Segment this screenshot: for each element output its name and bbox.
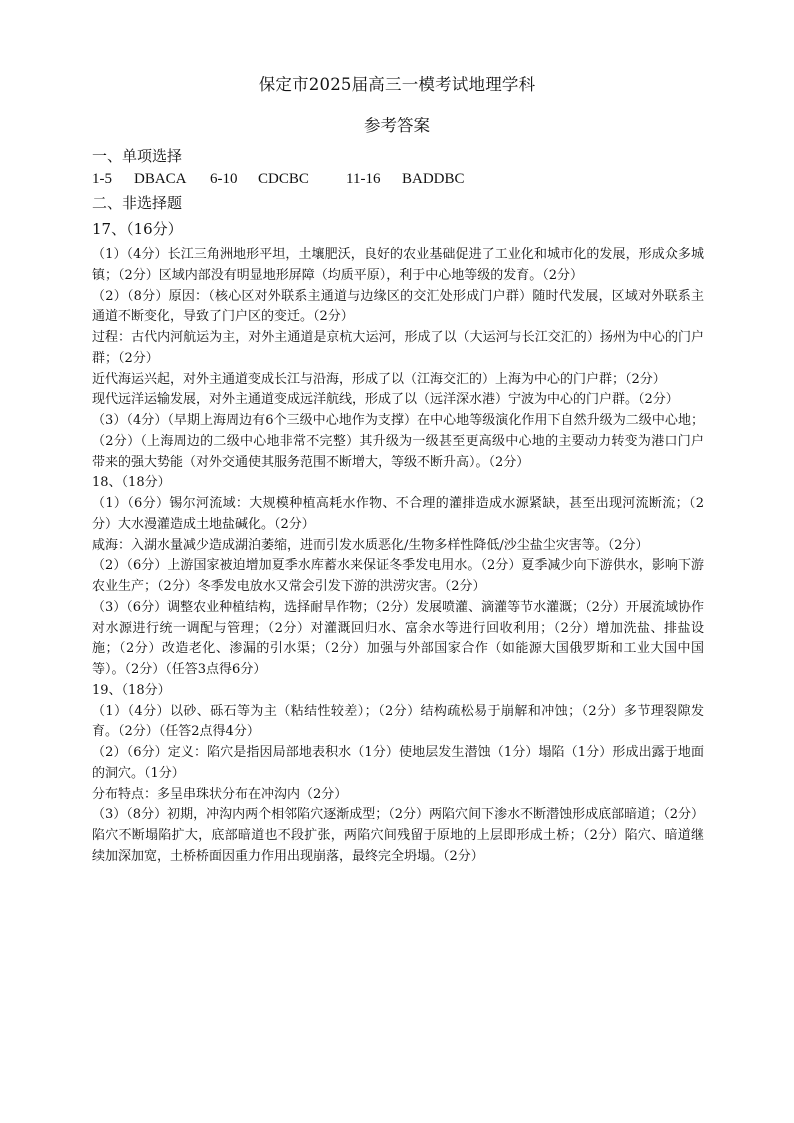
q17-paragraph: 近代海运兴起，对外主通道变成长江与沿海，形成了以（江海交汇的）上海为中心的门户群；（2分）	[92, 371, 666, 387]
q17-paragraph: 现代远洋运输发展，对外主通道变成远洋航线，形成了以（远洋深水港）宁波为中心的门户群。（2分）	[92, 392, 679, 408]
q17-paragraph: 过程：古代内河航运为主，对外主通道是京杭大运河，形成了以（大运河与长江交汇的）扬州为中心的门户群；（2分）	[92, 330, 704, 366]
answer-key-3: BADDBC	[402, 171, 465, 187]
q19-paragraph: （2）（6分）定义：陷穴是指因局部地表积水（1分）使地层发生潜蚀（1分）塌陷（1分）形成出露于地面的洞穴。（1分）	[92, 745, 704, 781]
q17-paragraph: （2）（8分）原因：（核心区对外联系主通道与边缘区的交汇处形成门户群）随时代发展，区域对外联系主通道不断变化，导致了门户区的变迁。（2分）	[92, 288, 704, 325]
answer-key-1: DBACA	[134, 171, 187, 187]
q17-paragraph: （3）（4分）（早期上海周边有6个三级中心地作为支撑）在中心地等级演化作用下自然升级为二级中心地；（2分）（上海周边的二级中心地非常不完整）其升级为一级甚至更高级中心地的主要动力转变为港口门户带来的强大势能（对外交通使其服务范围不断增大，等级不断升高）。（2分）	[92, 413, 704, 470]
q18-paragraph: （1）（6分）锡尔河流域：大规模种植高耗水作物、不合理的灌排造成水源紧缺，甚至出现河流断流；（2分）大水漫灌造成土地盐碱化。（2分）	[92, 496, 704, 532]
q19-paragraph: 分布特点：多呈串珠状分布在冲沟内（2分）	[92, 786, 348, 802]
q19-paragraph: （1）（4分）以砂、砾石等为主（粘结性较差）；（2分）结构疏松易于崩解和冲蚀；（2分）多节理裂隙发育。（2分）（任答2点得4分）	[92, 703, 704, 740]
q19-paragraph: （3）（8分）初期，冲沟内两个相邻陷穴逐渐成型；（2分）两陷穴间下渗水不断潜蚀形成底部暗道；（2分）陷穴不断塌陷扩大，底部暗道也不段扩张，两陷穴间残留于原地的上层即形成土桥；（2分）陷穴、暗道继续加深加宽，土桥桥面因重力作用出现崩落，最终完全坍塌。（2分）	[92, 807, 704, 864]
q18-paragraph: 咸海：入湖水量减少造成湖泊萎缩，进而引发水质恶化/生物多样性降低/沙尘盐尘灾害等。（2分）	[92, 537, 649, 553]
answer-range-3: 11-16	[346, 171, 381, 187]
question-17-label: 17、（16分）	[92, 220, 183, 238]
question-18-label: 18、（18分）	[92, 475, 171, 491]
q17-paragraph: （1）（4分）长江三角洲地形平坦，土壤肥沃，良好的农业基础促进了工业化和城市化的发展，形成众多城镇；（2分）区域内部没有明显地形屏障（均质平原），利于中心地等级的发育。（2分）	[92, 247, 704, 283]
answer-range-2: 6-10	[210, 171, 238, 187]
document-title: 保定市2025届高三一模考试地理学科	[258, 75, 536, 94]
answer-range-1: 1-5	[92, 171, 112, 187]
section-2-heading: 二、非选择题	[92, 194, 183, 212]
document-subtitle: 参考答案	[364, 116, 430, 135]
question-19-label: 19、（18分）	[92, 682, 171, 698]
answer-body	[92, 245, 704, 868]
section-1-heading: 一、单项选择	[92, 147, 183, 165]
q18-paragraph: （2）（6分）上游国家被迫增加夏季水库蓄水来保证冬季发电用水。（2分）夏季减少向下游供水，影响下游农业生产；（2分）冬季发电放水又常会引发下游的洪涝灾害。（2分）	[92, 558, 704, 594]
multiple-choice-answers	[92, 169, 465, 189]
q18-paragraph: （3）（6分）调整农业种植结构，选择耐旱作物；（2分）发展喷灌、滴灌等节水灌溉；（2分）开展流域协作对水源进行统一调配与管理；（2分）对灌溉回归水、富余水等进行回收利用；（2分）增加洗盐、排盐设施；（2分）改造老化、渗漏的引水渠；（2分）加强与外部国家合作（如能源大国俄罗斯和工业大国中国等）。（2分）（任答3点得6分）	[92, 599, 704, 677]
answer-key-2: CDCBC	[258, 171, 309, 187]
